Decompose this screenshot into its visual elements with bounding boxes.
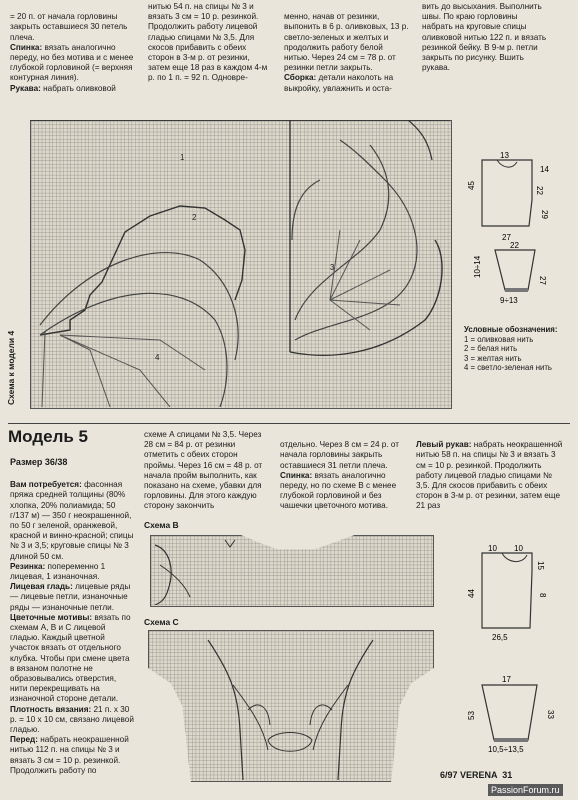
model-5-col-1	[10, 470, 135, 776]
dim2-top-b: 10	[514, 544, 523, 553]
schema-c-motif	[148, 630, 432, 780]
legend-item: 4 = светло-зеленая нить	[464, 363, 552, 372]
schema-b-motif	[150, 535, 432, 605]
model-5-col-3	[280, 430, 408, 512]
text-flower-motifs: вязать по схемам А, В и С лицевой гладью. Каждый цветной участок вязать от отдельного клубка. Чтобы при смене цвета в вязаном полотне не образовывались отверстия, нити перекрещивать на изнаночной стороне детали.	[10, 612, 131, 704]
text-col3-model5: отдельно. Через 8 см = 24 р. от начала горловины закрыть оставшиеся 31 петли плеча.	[280, 440, 400, 470]
sleeve2-dim-bottom: 10,5÷13,5	[488, 745, 524, 754]
heading-stockinette: Лицевая гладь:	[10, 582, 73, 592]
text-left-sleeve: набрать неокрашенной нитью 58 п. на спицы № 3 и вязать 3 см = 10 р. резинкой. Продолжить работу лицевой гладью спицами № 3,5. Для скосов прибавить с обеих сторон в 3-м р. от резинки, затем еще 21 раз	[416, 440, 563, 511]
dim-top-a: 13	[500, 151, 509, 160]
dim2-left: 44	[467, 589, 476, 598]
top-col-1	[10, 2, 135, 94]
text-back-model5: вязать аналогично переду, но по схеме В с менее глубокой горловиной и без чашечки цветочного мотива.	[280, 470, 397, 511]
dim-top-b: 14	[540, 165, 549, 174]
dim2-right-a: 15	[536, 561, 545, 570]
top-col-3	[284, 2, 410, 94]
sleeve-dim-bottom: 9÷13	[500, 296, 518, 305]
top-col-2: нитью 54 п. на спицы № 3 и вязать 3 см = 10 р. резинкой. Продолжить работу лицевой гладью спицами № 3,5. Для скосов прибавить с обеих сторон в 3-м р. от резинки, затем еще 18 раз в каждом 4-м р. по 1 п. = 92 п. Одновре-	[148, 2, 268, 83]
legend-title: Условные обозначения:	[464, 325, 558, 334]
text-spinka: вязать аналогично переду, но без мотива и с менее глубокой горловиной (= верхняя контурная линия).	[10, 42, 134, 83]
legend-item: 3 = желтая нить	[464, 353, 522, 363]
heading-flower-motifs: Цветочные мотивы:	[10, 612, 93, 622]
text-rukava: набрать оливковой	[40, 83, 116, 93]
dim-bottom: 27	[502, 233, 511, 242]
section-title-sborka: Сборка:	[284, 73, 317, 83]
chart-label-1: 1	[180, 153, 185, 162]
chart-label-4: 4	[155, 353, 160, 362]
pattern-body-model-5	[462, 543, 558, 643]
text-materials: фасонная пряжа средней толщины (80% хлопка, 20% полиамида; 50 г/137 м) — 350 г неокрашенной, по 50 г зеленой, оранжевой, красной и винно-красной; спицы № 3 и 3,5; круговые спицы № 3 длиной 50 см.	[10, 480, 134, 561]
legend-item: 1 = оливковая нить	[464, 334, 534, 344]
sleeve2-dim-left: 53	[467, 711, 476, 720]
heading-back-model5: Спинка:	[280, 470, 313, 480]
pattern-sleeve-model-5	[462, 660, 558, 755]
sleeve2-dim-top: 17	[502, 675, 511, 684]
dim2-bottom: 26,5	[492, 633, 508, 642]
model-5-size: Размер 36/38	[10, 457, 68, 467]
legend	[464, 325, 574, 373]
section-divider	[8, 423, 570, 424]
chart-label-2: 2	[192, 213, 197, 222]
sleeve-dim-top: 22	[510, 241, 519, 250]
text-continuation: = 20 п. от начала горловины закрыть оставшиеся 30 петель плеча.	[10, 12, 128, 42]
sleeve-dim-left: 10÷14	[473, 255, 482, 278]
model-5-col-2: схеме А спицами № 3,5. Через 28 см = 84 р. от резинки отметить с обеих сторон проймы. Через 16 см = 48 р. от начала пройм выполнить, как показано на схеме, убавки для горловины. Для этого каждую сторону закончить	[144, 430, 263, 511]
chart-label-3: 3	[330, 263, 335, 272]
sleeve2-dim-right: 33	[546, 710, 555, 719]
dim2-top-a: 10	[488, 544, 497, 553]
section-title-rukava: Рукава:	[10, 83, 41, 93]
page-number: 6/97 VERENA 31	[440, 770, 513, 780]
scheme-4-label: Схема к модели 4	[6, 330, 16, 405]
text-col3: менно, начав от резинки, выпонить в 6 р. оливковых, 13 р. светло-зеленых и желтых и продолжить работу белой нитью. Через 24 см = 78 р. от резинки петли закрыть.	[284, 12, 409, 73]
heading-front: Перед:	[10, 735, 38, 745]
legend-item: 2 = белая нить	[464, 344, 518, 353]
heading-left-sleeve: Левый рукав:	[416, 440, 472, 450]
text-rib: попеременно 1 лицевая, 1 изнаночная.	[10, 561, 106, 582]
dim-left: 45	[467, 181, 476, 190]
chart-4-motif-outlines	[30, 120, 450, 407]
watermark-site: PassionForum.ru	[488, 784, 563, 796]
pattern-sleeve-model-4	[470, 240, 560, 308]
schema-c-label: Схема С	[144, 617, 179, 627]
text-front: набрать неокрашенной нитью 112 п. на спицы № 3 и вязать 3 см = 10 р. резинкой. Продолжить работу по	[10, 735, 129, 775]
heading-gauge: Плотность вязания:	[10, 704, 92, 714]
model-5-col-4	[416, 430, 566, 512]
pattern-body-model-4	[462, 150, 558, 245]
section-title-spinka: Спинка:	[10, 42, 43, 52]
text-stockinette: лицевые ряды — лицевые петли, изнаночные ряды — изнаночные петли.	[10, 582, 131, 612]
dim-right-b: 29	[540, 210, 549, 219]
heading-materials: Вам потребуется:	[10, 480, 82, 490]
heading-rib: Резинка:	[10, 561, 46, 571]
top-col-4: вить до высыхания. Выполнить швы. По краю горловины набрать на круговые спицы оливковой нитью 122 п. и вязать резинкой бейку. В 9-м р. петли закрыть по рисунку. Вшить рукава.	[422, 2, 547, 73]
schema-b-label: Схема В	[144, 520, 179, 530]
model-5-title: Модель 5	[8, 427, 88, 446]
dim-right-a: 22	[535, 186, 544, 195]
dim2-right-b: 8	[538, 593, 547, 598]
sleeve-dim-right: 27	[538, 276, 547, 285]
text-gauge: 21 п. x 30 р. = 10 x 10 см, связано лицевой гладью.	[10, 704, 134, 735]
text-sborka: детали наколоть на выкройку, увлажнить и оста-	[284, 73, 394, 93]
